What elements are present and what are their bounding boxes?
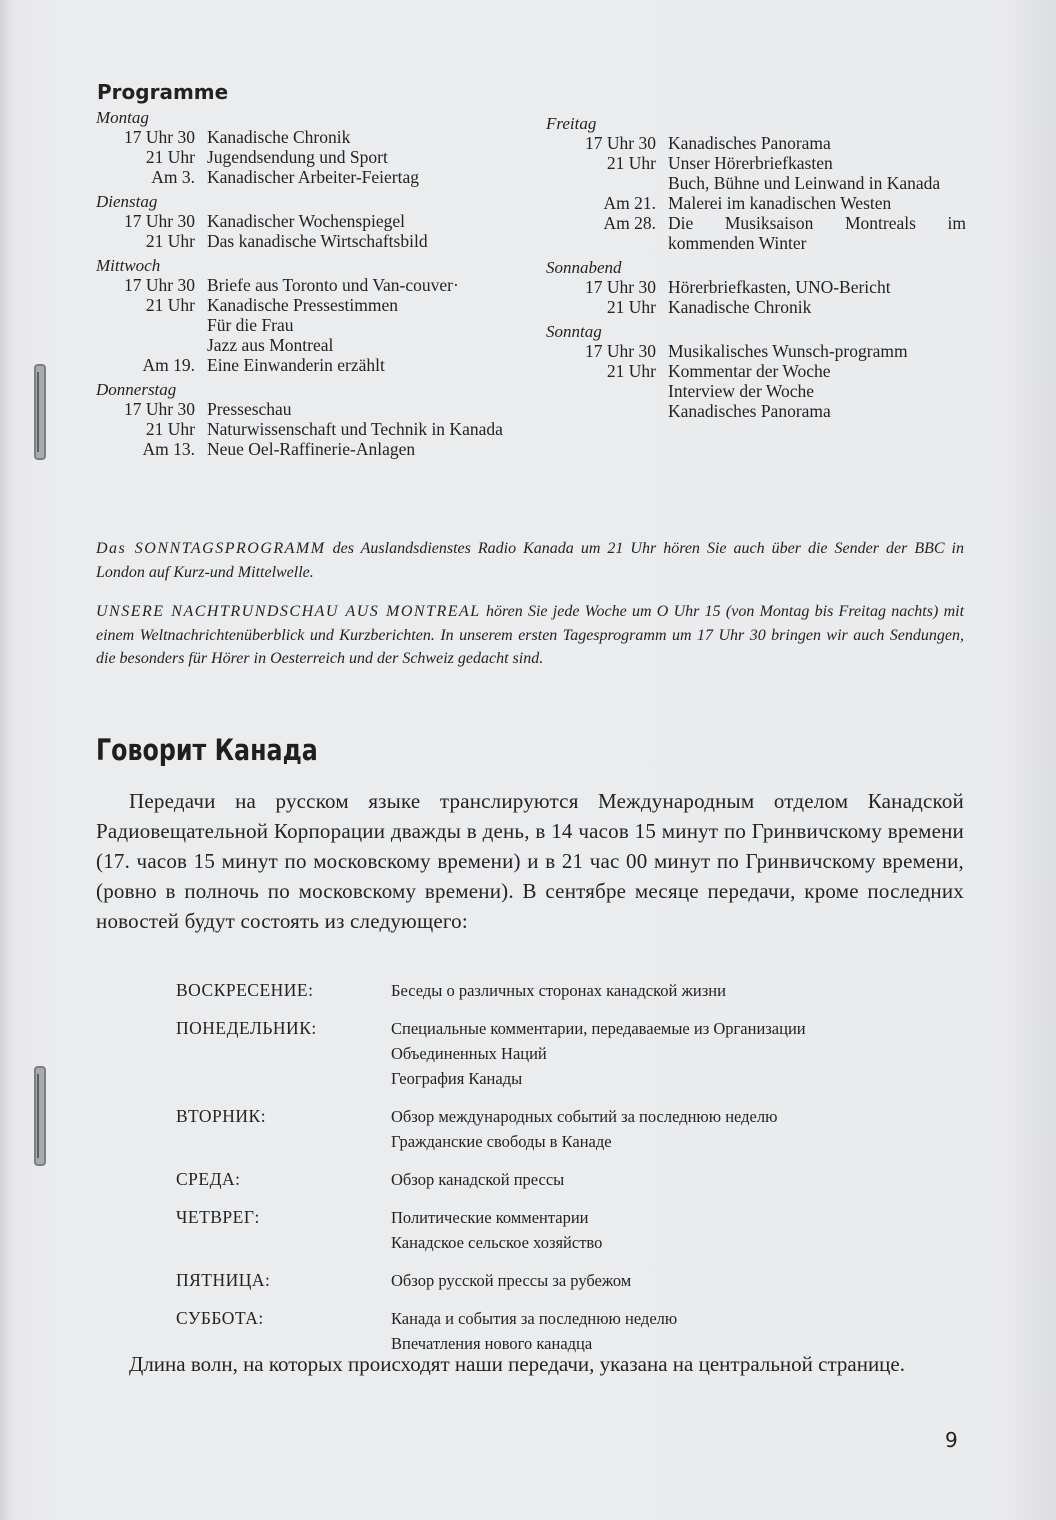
programme-items (668, 297, 966, 317)
russian-schedule-row (176, 1268, 966, 1293)
programme-item: Kanadisches Panorama (668, 133, 831, 153)
broadcast-time: 17 Uhr 30 (124, 211, 195, 231)
programme-column-right (546, 114, 966, 421)
programme-day-heading: Sonnabend (546, 258, 622, 277)
sunday-programme-caps: Das SONNTAGSPROGRAMM (96, 540, 326, 557)
russian-schedule-items (391, 1167, 966, 1192)
programme-entry (546, 193, 966, 213)
programme-entry (96, 275, 520, 295)
russian-schedule-item: Беседы о различных сторонах канадской жизни (391, 981, 726, 1000)
programme-item: Hörerbriefkasten, UNO-Bericht (668, 277, 891, 297)
russian-weekday: СРЕДА: (176, 1169, 241, 1189)
programme-items (207, 127, 520, 147)
night-roundup-notice (96, 600, 964, 671)
broadcast-time: Am 28. (603, 213, 656, 233)
programme-items (207, 167, 520, 187)
programme-item: Malerei im kanadischen Westen (668, 193, 892, 213)
programme-item: Briefe aus Toronto und Van-couver· (207, 275, 459, 295)
broadcast-time: 17 Uhr 30 (585, 133, 656, 153)
russian-schedule-items (391, 978, 966, 1003)
programme-item: Die Musiksaison Montreals im kommenden Winter (668, 213, 966, 253)
page-number: 9 (945, 1428, 958, 1452)
broadcast-time: 21 Uhr (145, 419, 195, 439)
programme-item: Eine Einwanderin erzählt (207, 355, 385, 375)
programme-items (207, 439, 520, 459)
broadcast-time: 17 Uhr 30 (124, 275, 195, 295)
programme-entry (546, 341, 966, 361)
programme-item: Kanadischer Arbeiter-Feiertag (207, 167, 419, 187)
programme-item: Das kanadische Wirtschaftsbild (207, 231, 428, 251)
programme-item: Musikalisches Wunsch-programm (668, 341, 908, 361)
programme-items (207, 231, 520, 251)
russian-section-title: Говорит Канада (96, 733, 318, 767)
russian-schedule (176, 978, 966, 1369)
broadcast-time: 21 Uhr (606, 361, 656, 381)
programme-day-heading: Dienstag (96, 192, 158, 211)
russian-weekday: ПЯТНИЦА: (176, 1270, 271, 1290)
broadcast-time: 21 Uhr (145, 147, 195, 167)
programme-entry (96, 127, 520, 147)
programme-day-heading: Mittwoch (96, 256, 161, 275)
programme-entry (546, 277, 966, 297)
programme-entry (96, 399, 520, 419)
staple-bottom (34, 1066, 46, 1166)
programme-item: Für die Frau (207, 315, 294, 335)
russian-schedule-row (176, 978, 966, 1003)
programme-items (207, 355, 520, 375)
russian-schedule-row (176, 1205, 966, 1255)
programme-item: Kanadische Chronik (668, 297, 812, 317)
programme-entry (96, 355, 520, 375)
broadcast-time: 21 Uhr (606, 297, 656, 317)
programme-items (668, 341, 966, 361)
programme-day-heading: Montag (96, 108, 149, 127)
programme-items (207, 295, 520, 355)
russian-schedule-items (391, 1104, 966, 1154)
programme-items (207, 399, 520, 419)
broadcast-time: 17 Uhr 30 (585, 277, 656, 297)
broadcast-time: Am 13. (142, 439, 195, 459)
programme-day-heading: Sonntag (546, 322, 602, 341)
programme-entry (96, 167, 520, 187)
programme-item: Neue Oel-Raffinerie-Anlagen (207, 439, 416, 459)
programme-items (668, 133, 966, 153)
broadcast-time: 17 Uhr 30 (585, 341, 656, 361)
russian-schedule-item: Гражданские свободы в Канаде (391, 1132, 612, 1151)
russian-schedule-item: Обзор канадской прессы (391, 1170, 565, 1189)
broadcast-time: 17 Uhr 30 (124, 399, 195, 419)
staple-top (34, 364, 46, 460)
broadcast-time: 21 Uhr (606, 153, 656, 173)
broadcast-time: 21 Uhr (145, 231, 195, 251)
russian-schedule-items (391, 1268, 966, 1293)
programme-entry (96, 295, 520, 355)
programme-items (668, 193, 966, 213)
russian-schedule-row (176, 1016, 966, 1091)
russian-schedule-item: Канада и события за последнюю неделю (391, 1309, 678, 1328)
russian-schedule-items (391, 1016, 966, 1091)
programme-entry (546, 361, 966, 421)
broadcast-time: 21 Uhr (145, 295, 195, 315)
programme-entry (546, 153, 966, 193)
programme-item: Presseschau (207, 399, 292, 419)
programme-item: Buch, Bühne und Leinwand in Kanada (668, 173, 941, 193)
programme-item: Kanadisches Panorama (668, 401, 831, 421)
russian-weekday: ВТОРНИК: (176, 1106, 267, 1126)
sunday-programme-notice (96, 537, 964, 584)
night-roundup-text: hören Sie jede Woche um O Uhr 15 (von Montag bis Freitag nachts) mit einem Weltnachrichtenüberblick und Kurzberichten. In unserem ersten Tagesprogramm um 17 Uhr 30 bringen wir auch Sendungen, die besonders für Hörer in Oesterreich und der Schweiz gedacht sind. (96, 603, 965, 667)
russian-schedule-item: Объединенных Наций (391, 1044, 547, 1063)
programme-entry (96, 231, 520, 251)
programme-entry (546, 213, 966, 253)
broadcast-time: Am 21. (603, 193, 656, 213)
programme-day-heading: Freitag (546, 114, 597, 133)
russian-weekday: ПОНЕДЕЛЬНИК: (176, 1018, 317, 1038)
russian-schedule-item: Обзор международных событий за последнюю неделю (391, 1107, 778, 1126)
sunday-programme-text: des Auslandsdienstes Radio Kanada um 21 Uhr hören Sie auch über die Sender der BBC in London auf Kurz-und Mittelwelle. (96, 540, 964, 581)
programme-item: Unser Hörerbriefkasten (668, 153, 833, 173)
programme-items (668, 153, 966, 193)
programme-entry (546, 133, 966, 153)
programme-entry (546, 297, 966, 317)
russian-schedule-item: Канадское сельское хозяйство (391, 1233, 603, 1252)
programme-column-left (96, 108, 520, 459)
programme-item: Kanadischer Wochenspiegel (207, 211, 405, 231)
programme-day-heading: Donnerstag (96, 380, 177, 399)
russian-schedule-item: Политические комментарии (391, 1208, 589, 1227)
programme-heading: Programme (97, 80, 229, 104)
russian-schedule-row (176, 1104, 966, 1154)
programme-item: Jazz aus Montreal (207, 335, 334, 355)
russian-schedule-item: Обзор русской прессы за рубежом (391, 1271, 632, 1290)
russian-weekday: СУББОТА: (176, 1308, 264, 1328)
programme-entry (96, 147, 520, 167)
night-roundup-caps: UNSERE NACHTRUNDSCHAU AUS MONTREAL (96, 603, 481, 620)
broadcast-time: Am 19. (142, 355, 195, 375)
programme-items (207, 275, 520, 295)
programme-item: Kanadische Chronik (207, 127, 351, 147)
russian-weekday: ЧЕТВРЕГ: (176, 1207, 260, 1227)
programme-items (207, 211, 520, 231)
programme-item: Kanadische Pressestimmen (207, 295, 398, 315)
programme-entry (96, 211, 520, 231)
broadcast-time: 17 Uhr 30 (124, 127, 195, 147)
programme-item: Naturwissenschaft und Technik in Kanada (207, 419, 503, 439)
programme-items (668, 361, 966, 421)
programme-item: Interview der Woche (668, 381, 814, 401)
programme-items (668, 213, 966, 253)
russian-schedule-row (176, 1167, 966, 1192)
programme-items (207, 419, 520, 439)
russian-schedule-item: Специальные комментарии, передаваемые из Организации (391, 1019, 806, 1038)
russian-intro-paragraph: Передачи на русском языке транслируются Международным отделом Канадской Радиовещательной Корпорации дважды в день, в 14 часов 15 минут по Гринвичскому времени (17. часов 15 минут по московскому времени) и в 21 час 00 минут по Гринвичскому времени, (ровно в полночь по московскому времени). В сентябре месяце передачи, кроме последних новостей будут состоять из следующего: (96, 789, 964, 933)
russian-weekday: ВОСКРЕСЕНИЕ: (176, 980, 314, 1000)
programme-item: Kommentar der Woche (668, 361, 831, 381)
programme-items (668, 277, 966, 297)
russian-schedule-item: География Канады (391, 1069, 523, 1088)
programme-items (207, 147, 520, 167)
programme-entry (96, 439, 520, 459)
broadcast-time: Am 3. (151, 167, 195, 187)
programme-entry (96, 419, 520, 439)
russian-wavelength-note: Длина волн, на которых происходят наши передачи, указана на центральной странице. (129, 1352, 905, 1376)
russian-schedule-items (391, 1205, 966, 1255)
programme-item: Jugendsendung und Sport (207, 147, 388, 167)
russian-schedule-item: Впечатления нового канадца (391, 1334, 593, 1353)
